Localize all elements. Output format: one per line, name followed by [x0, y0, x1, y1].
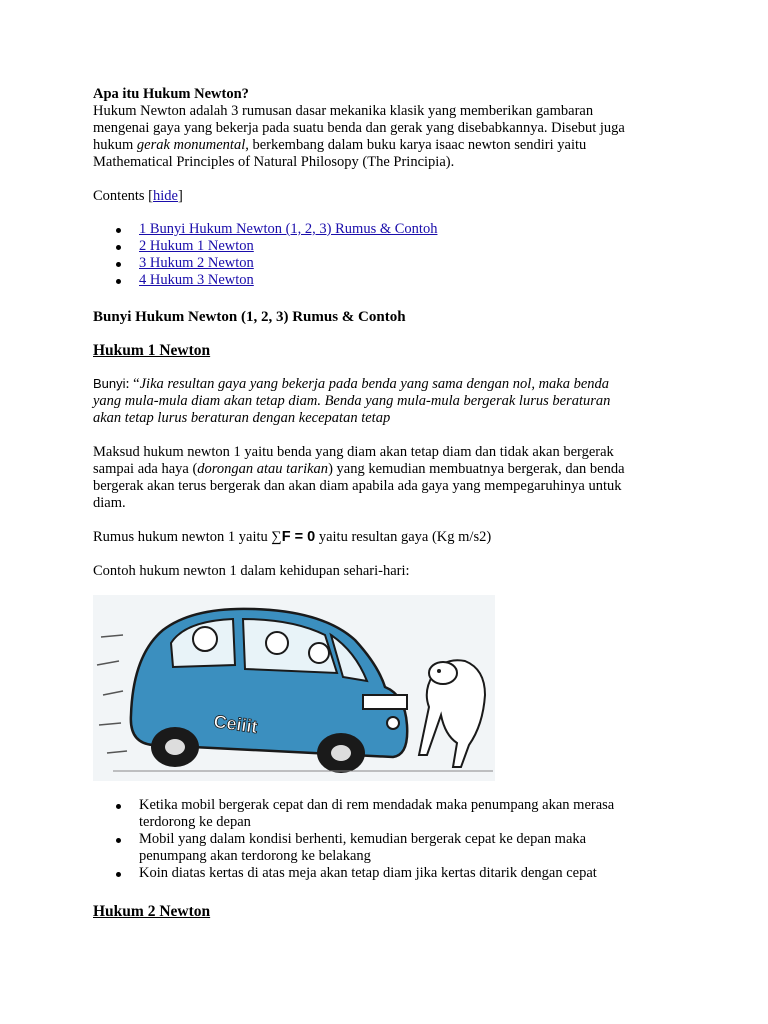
intro-line-1: Hukum Newton adalah 3 rumusan dasar mekanika klasik yang memberikan gambaran — [93, 103, 594, 119]
examples-list — [93, 797, 683, 882]
bunyi-line-3: akan tetap lurus beraturan dengan kecepatan tetap — [93, 410, 391, 426]
article — [93, 86, 683, 922]
hukum-1-title: Hukum 1 Newton — [93, 342, 211, 359]
list-item: Koin diatas kertas di atas meja akan tetap diam jika kertas ditarik dengan cepat — [93, 865, 683, 882]
intro-heading: Apa itu Hukum Newton? — [93, 86, 249, 102]
contoh-line: Contoh hukum newton 1 dalam kehidupan sehari-hari: — [93, 563, 410, 579]
toc-item — [93, 255, 683, 272]
toc-link-2[interactable]: 2 Hukum 1 Newton — [139, 238, 254, 254]
maksud-line-3: bergerak akan terus bergerak dan akan diam apabila ada gaya yang mempegaruhinya untuk — [93, 478, 622, 494]
rumus-line: Rumus hukum newton 1 yaitu ∑F = 0 yaitu resultan gaya (Kg m/s2) — [93, 529, 492, 545]
screech-text: Ceiiit — [212, 711, 259, 738]
hukum-2-title: Hukum 2 Newton — [93, 903, 211, 920]
maksud-line-2: sampai ada haya (dorongan atau tarikan) yang kemudian membuatnya bergerak, dan benda — [93, 461, 625, 477]
toc-item — [93, 272, 683, 289]
list-item: Ketika mobil bergerak cepat dan di rem mendadak maka penumpang akan merasa terdorong ke depan — [93, 797, 683, 831]
maksud-line-4: diam. — [93, 495, 126, 511]
car-braking-illustration — [93, 595, 495, 781]
toc-link-4[interactable]: 4 Hukum 3 Newton — [139, 272, 254, 288]
bunyi-label: Bunyi — [93, 376, 126, 391]
toc-item — [93, 221, 683, 238]
table-of-contents — [93, 221, 683, 289]
bunyi-line-1: Bunyi: “Jika resultan gaya yang bekerja pada benda yang sama dengan nol, maka benda — [93, 376, 610, 392]
hide-toc-link[interactable]: hide — [153, 188, 178, 204]
toc-link-1[interactable]: 1 Bunyi Hukum Newton (1, 2, 3) Rumus & Contoh — [139, 221, 438, 237]
toc-item — [93, 238, 683, 255]
bunyi-line-2: yang mula-mula diam akan tetap diam. Benda yang mula-mula bergerak lurus beraturan — [93, 393, 611, 409]
intro-line-2: mengenai gaya yang bekerja pada suatu benda dan gerak yang disebabkannya. Disebut juga — [93, 120, 625, 136]
maksud-line-1: Maksud hukum newton 1 yaitu benda yang diam akan tetap diam dan tidak akan bergerak — [93, 444, 614, 460]
intro-line-3: hukum gerak monumental, berkembang dalam buku karya isaac newton sendiri yaitu — [93, 137, 587, 153]
section-title: Bunyi Hukum Newton (1, 2, 3) Rumus & Contoh — [93, 309, 406, 325]
formula: F = 0 — [281, 529, 316, 545]
contents-label: Contents [hide] — [93, 188, 183, 204]
intro-line-4: Mathematical Principles of Natural Philosopy (The Principia). — [93, 154, 455, 170]
list-item: Mobil yang dalam kondisi berhenti, kemudian bergerak cepat ke depan maka penumpang akan terdorong ke belakang — [93, 831, 683, 865]
toc-link-3[interactable]: 3 Hukum 2 Newton — [139, 255, 254, 271]
